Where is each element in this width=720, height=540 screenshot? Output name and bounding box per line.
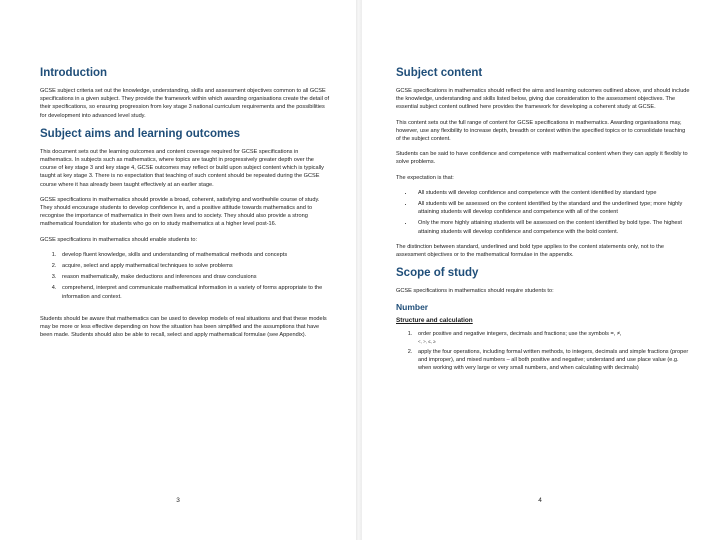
expectation-list: [396, 189, 690, 236]
list-item: [414, 330, 690, 344]
aims-paragraph-2: GCSE specifications in mathematics should provide a broad, coherent, satisfying and worthwhile course of study. They should encourage students to develop confidence in, and a positive attitude towards mathematics and to recognise the importance of mathematics in their own lives and to society. They should also provide a strong mathematical foundation for students who go on to study mathematics at a higher level post-16.: [40, 196, 320, 228]
page-left: [0, 0, 356, 540]
list-item: • All students will develop confidence and competence with the content identified by standard type: [414, 189, 690, 197]
list-item: 1. develop fluent knowledge, skills and understanding of mathematical methods and concepts: [58, 251, 332, 259]
list-item: 3. reason mathematically, make deductions and inferences and draw conclusions: [58, 273, 332, 281]
scope-paragraph: GCSE specifications in mathematics should require students to:: [396, 288, 554, 295]
list-item: • Only the more highly attaining students will be assessed on the content identified by bold type. The highest attaining students will develop confidence and competence with the bold content.: [414, 219, 690, 235]
subject-content-heading: Subject content: [396, 67, 483, 79]
page-left-content: [40, 66, 332, 346]
number-list: [396, 330, 690, 372]
page-number: 4: [538, 497, 542, 504]
content-paragraph-3: Students can be said to have confidence and competence with mathematical content when they can apply it flexibly to solve problems.: [396, 151, 688, 166]
content-paragraph-2: This content sets out the full range of content for GCSE specifications in mathematics. Awarding organisations may, however, use any flexibility to increase depth, breadth or context within the specified topics or to consolidate teaching of the subject content.: [396, 119, 686, 143]
structure-heading: Structure and calculation: [396, 317, 473, 325]
introduction-paragraph: GCSE subject criteria set out the knowledge, understanding, skills and assessment objectives common to all GCSE specifications in a given subject. They provide the framework within which awarding organisations create the detail of their specifications, so ensuring progression from key stage 3 national curriculum requirements and the possibilities for development into advanced level study.: [40, 88, 330, 119]
page-number: 3: [176, 497, 180, 504]
introduction-heading: Introduction: [40, 67, 108, 79]
page-right: [362, 0, 720, 540]
list-item: 4. comprehend, interpret and communicate mathematical information in a variety of forms appropriate to the information and context.: [58, 284, 332, 300]
list-item: 2. apply the four operations, including formal written methods, to integers, decimals and simple fractions (proper and improper), and mixed numbers – all both positive and negative; understand and use place value (e.g. when working with very large or very small numbers, and when calculating with decimals): [414, 348, 690, 373]
enable-list: [40, 251, 332, 301]
enable-paragraph: GCSE specifications in mathematics should enable students to:: [40, 236, 198, 243]
list-item-text: order positive and negative integers, decimals and fractions; use the symbols =, ≠,: [418, 331, 622, 338]
scope-heading: Scope of study: [396, 267, 479, 280]
aims-paragraph-1: This document sets out the learning outcomes and content coverage required for GCSE specifications in mathematics. In subjects such as mathematics, where topics are taught in progressively greater depth over the course of key stage 3 and key stage 4, GCSE outcomes may reflect or build upon subject content which is typically taught at key stage 3. There is no expectation that teaching of such content should be repeated during the GCSE course where it has already been taught effectively at an earlier stage.: [40, 148, 324, 188]
closing-paragraph: Students should be aware that mathematics can be used to develop models of real situations and that these models may be more or less effective depending on how the situation has been simplified and the assumptions that have been made. Students should also be able to recall, select and apply mathematical formulae (see Appendix).: [40, 315, 327, 339]
symbols-line: <, >, ≤, ≥: [418, 338, 436, 344]
list-item: • All students will be assessed on the content identified by the standard and the underlined type; more highly attaining students will develop confidence and competence with all of the content: [414, 200, 690, 216]
expectation-paragraph: The expectation is that:: [396, 174, 454, 181]
distinction-paragraph: The distinction between standard, underlined and bold type applies to the content statements only, not to the assessment objectives or to the mathematical formulae in the appendix.: [396, 243, 664, 259]
page-right-content: [396, 66, 690, 379]
list-item: 2. acquire, select and apply mathematical techniques to solve problems: [58, 262, 332, 270]
content-paragraph-1: GCSE specifications in mathematics should reflect the aims and learning outcomes outlined above, and should include the knowledge, understanding and skills listed below, giving due consideration to the assessment objectives. The essential subject content outlined here provides the framework for developing a coherent study at GCSE.: [396, 88, 690, 111]
aims-heading: Subject aims and learning outcomes: [40, 127, 241, 140]
number-heading: Number: [396, 302, 429, 313]
